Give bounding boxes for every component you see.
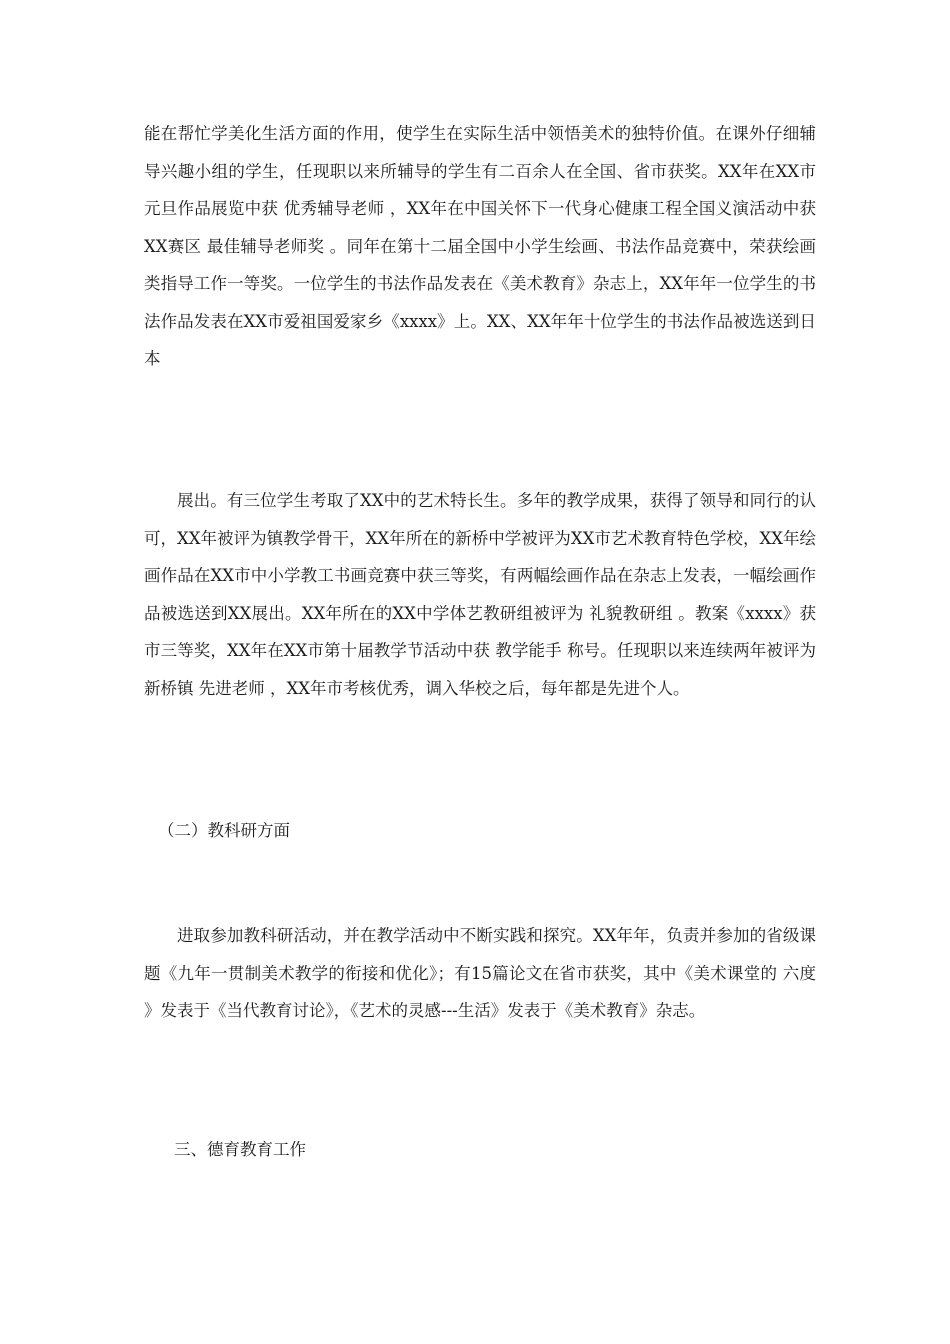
paragraph-art-guidance-awards: 能在帮忙学美化生活方面的作用，使学生在实际生活中领悟美术的独特价值。在课外仔细辅导兴趣小组的学生，任现职以来所辅导的学生有二百余人在全国、省市获奖。XX年在XX市元旦作品展览中获 优秀辅导老师 ，XX年在中国关怀下一代身心健康工程全国义演活动中获XX赛区 最佳辅导老师奖 。同年在第十二届全国中小学生绘画、书法作品竞赛中，荣获绘画类指导工作一等奖。一位学生的书法作品发表在《美术教育》杂志上，XX年年一位学生的书法作品发表在XX市爱祖国爱家乡《xxxx》上。XX、XX年年十位学生的书法作品被选送到日本 — [144, 124, 816, 368]
paragraph-research-activities: 进取参加教科研活动，并在教学活动中不断实践和探究。XX年年，负责并参加的省级课题《九年一贯制美术教学的衔接和优化》；有15篇论文在省市获奖，其中《美术课堂的 六度 》发表于《当代教育讨论》，《艺术的灵感---生活》发表于《美术教育》杂志。 — [144, 926, 816, 1020]
paragraph-teaching-achievements: 展出。有三位学生考取了XX中的艺术特长生。多年的教学成果，获得了领导和同行的认可，XX年被评为镇教学骨干，XX年所在的新桥中学被评为XX市艺术教育特色学校，XX年绘画作品在XX市中小学教工书画竞赛中获三等奖，有两幅绘画作品在杂志上发表，一幅绘画作品被选送到XX展出。XX年所在的XX中学体艺教研组被评为 礼貌教研组 。教案《xxxx》获市三等奖，XX年在XX市第十届教学节活动中获 教学能手 称号。任现职以来连续两年被评为新桥镇 先进老师 ，XX年市考核优秀，调入华校之后，每年都是先进个人。 — [144, 491, 816, 698]
section-heading-research: （二）教科研方面 — [158, 821, 290, 840]
section-heading-moral-education: 三、德育教育工作 — [174, 1140, 306, 1159]
